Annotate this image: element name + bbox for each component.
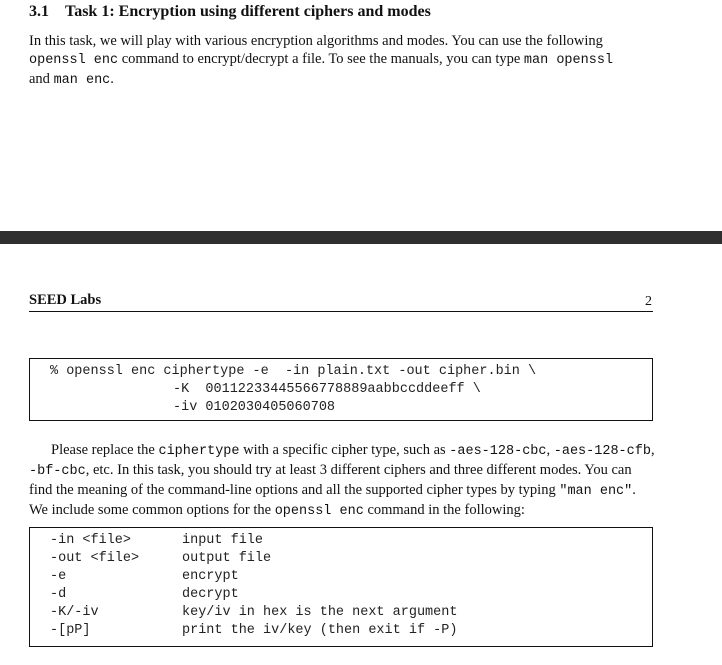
page-break-bar	[0, 231, 722, 244]
para1-text-3: and	[29, 71, 54, 87]
para2-text-5: , etc. In this task, you should try at least 3 different ciphers and three different modes. You can	[85, 462, 632, 478]
section-heading	[29, 3, 431, 21]
intro-paragraph	[29, 32, 653, 90]
options-code-box	[29, 527, 653, 647]
para2-text-4: ,	[650, 442, 655, 458]
section-title: Task 1: Encryption using different ciphers and modes	[65, 3, 431, 20]
option-description: encrypt	[182, 569, 239, 584]
header-title: SEED Labs	[29, 292, 102, 308]
para1-text-2: command to encrypt/decrypt a file. To see the manuals, you can type	[118, 51, 524, 67]
page-header	[29, 292, 653, 312]
command-line-3: -iv 0102030405060708	[173, 400, 336, 415]
command-line-2: -K 00112233445566778889aabbccddeeff \	[173, 382, 481, 397]
option-name: -in <file>	[50, 533, 132, 548]
page-number: 2	[645, 294, 652, 309]
para2-text-2: with a specific cipher type, such as	[239, 442, 450, 458]
para1-text-1: In this task, we will play with various encryption algorithms and modes. You can use the following	[29, 33, 603, 49]
para2-text-6: find the meaning of the command-line options and all the supported cipher types by typing	[29, 482, 560, 498]
para2-text-8: We include some common options for the	[29, 502, 275, 518]
option-description: decrypt	[182, 587, 239, 602]
option-description: print the iv/key (then exit if -P)	[182, 623, 458, 638]
command-line-1: % openssl enc ciphertype -e -in plain.txt -out cipher.bin \	[50, 364, 537, 379]
para2-text-3: ,	[546, 442, 554, 458]
para2-code-bf-cbc: -bf-cbc	[29, 464, 86, 479]
para1-text-4: .	[110, 71, 114, 87]
para1-code-man-enc: man enc	[53, 73, 111, 88]
para2-text-9: command in the following:	[363, 502, 525, 518]
para1-code-man-openssl: man openssl	[523, 53, 614, 68]
option-name: -d	[50, 587, 67, 602]
para2-code-aes-128-cbc: -aes-128-cbc	[449, 444, 547, 459]
option-description: input file	[182, 533, 264, 548]
section-number: 3.1	[29, 3, 49, 20]
cipher-paragraph	[29, 441, 669, 521]
para2-code-openssl-enc: openssl enc	[274, 504, 364, 519]
para2-code-man-enc: "man enc"	[559, 484, 633, 499]
option-description: output file	[182, 551, 272, 566]
para2-text-7: .	[632, 482, 636, 498]
para2-text-1: Please replace the	[51, 442, 159, 458]
para2-code-ciphertype: ciphertype	[158, 444, 240, 459]
option-name: -e	[50, 569, 67, 584]
para2-code-aes-128-cfb: -aes-128-cfb	[553, 444, 651, 459]
option-name: -K/-iv	[50, 605, 99, 620]
option-description: key/iv in hex is the next argument	[182, 605, 458, 620]
option-name: -out <file>	[50, 551, 140, 566]
option-name: -[pP]	[50, 623, 91, 638]
command-code-box	[29, 358, 653, 421]
para1-code-openssl-enc: openssl enc	[29, 53, 119, 68]
